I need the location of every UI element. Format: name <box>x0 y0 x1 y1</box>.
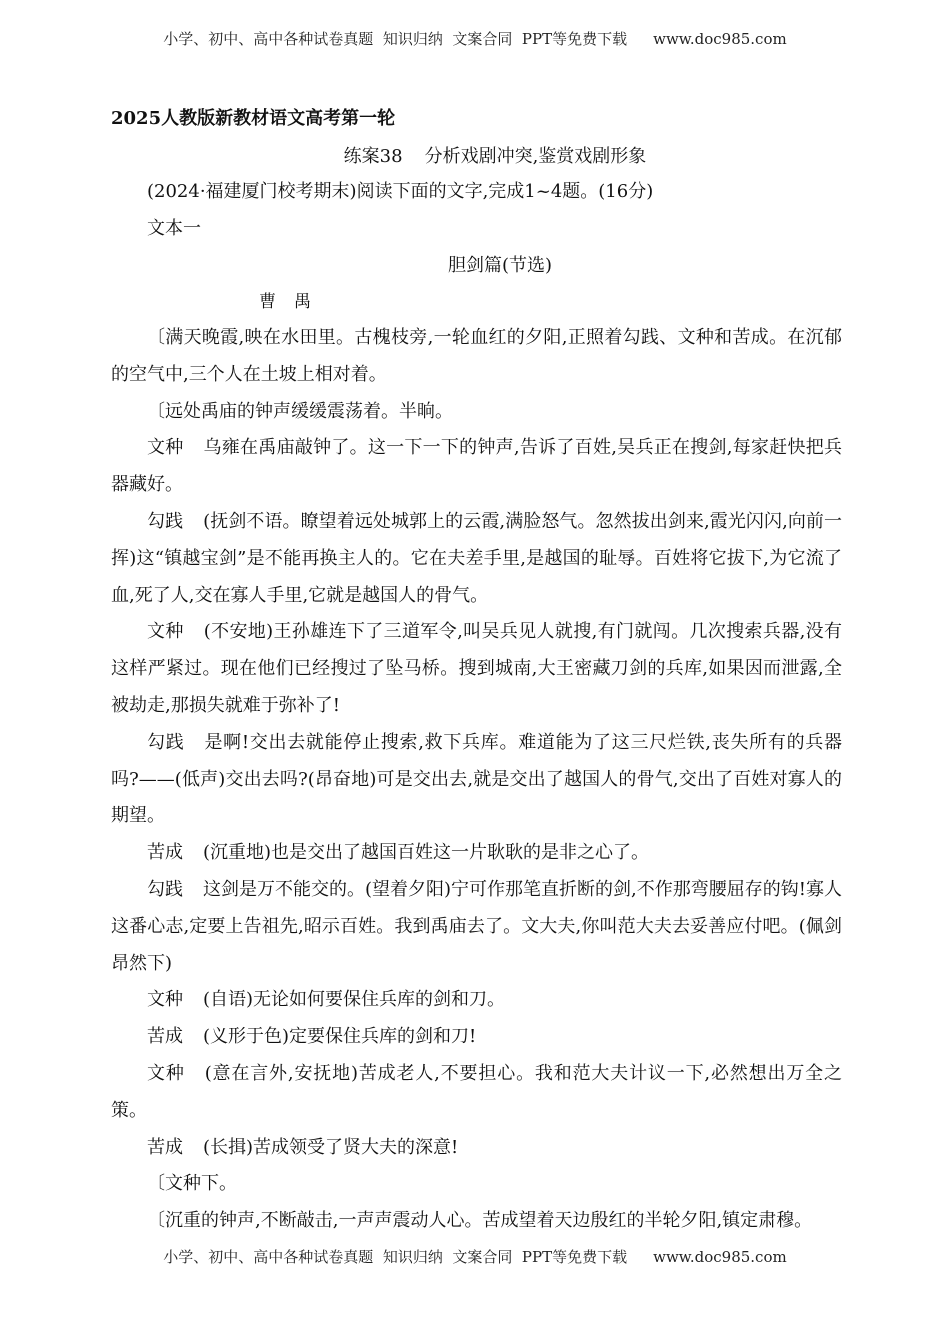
dialogue-line <box>111 1056 842 1130</box>
paragraph-text: (意在言外,安抚地)苦成老人,不要担心。我和范大夫计议一下,必然想出万全之策。 <box>111 1062 843 1121</box>
speaker-name: 勾践 <box>147 510 184 532</box>
paragraph-text: 是啊!交出去就能停止搜索,救下兵库。难道能为了这三尺烂铁,丧失所有的兵器吗?——(低声)交出去吗?(昂奋地)可是交出去,就是交出了越国人的骨气,交出了百姓对寡人的期望。 <box>111 731 843 827</box>
speaker-name: 苦成 <box>147 842 183 864</box>
paragraph-text: (抚剑不语。瞭望着远处城郭上的云霞,满脸怒气。忽然拔出剑来,霞光闪闪,向前一挥)这“镇越宝剑”是不能再换主人的。它在夫差手里,是越国的耻辱。百姓将它拔下,为它流了血,死了人,交在寡人手里,它就是越国人的骨气。 <box>111 510 843 606</box>
paragraph-text: 〔文种下。 <box>147 1173 237 1195</box>
speaker-name: 苦成 <box>147 1136 183 1158</box>
dialogue-line <box>111 1130 842 1167</box>
stage-direction <box>111 1166 842 1203</box>
play-title: 胆剑篇(节选) <box>447 255 553 276</box>
paragraph-text: (沉重地)也是交出了越国百姓这一片耿耿的是非之心了。 <box>203 842 650 864</box>
question-source: (2024·福建厦门校考期末)阅读下面的文字,完成1~4题。(16分) <box>147 181 654 202</box>
author: 曹禺 <box>259 292 329 312</box>
speaker-name: 勾践 <box>147 878 183 900</box>
dialogue-line <box>111 504 842 614</box>
paragraph-text: (自语)无论如何要保住兵库的剑和刀。 <box>203 989 506 1011</box>
dialogue-line <box>111 1019 842 1056</box>
dialogue-line <box>111 872 842 982</box>
paragraph-text: 〔远处禹庙的钟声缓缓震荡着。半晌。 <box>147 400 453 422</box>
paragraph-text: 〔沉重的钟声,不断敲击,一声声震动人心。苦成望着天边殷红的半轮夕阳,镇定肃穆。 <box>147 1210 813 1232</box>
footer-text: 小学、初中、高中各种试卷真题 知识归纳 文案合同 PPT等免费下载 <box>163 1248 628 1266</box>
lesson-title: 分析戏剧冲突,鉴赏戏剧形象 <box>424 146 647 167</box>
lesson-number: 练案38 <box>343 146 403 167</box>
paragraph-text: 乌雍在禹庙敲钟了。这一下一下的钟声,告诉了百姓,吴兵正在搜剑,每家赶快把兵器藏好。 <box>111 437 843 496</box>
paragraph-text: 这剑是万不能交的。(望着夕阳)宁可作那笔直折断的剑,不作那弯腰屈存的钩!寡人这番心志,定要上告祖先,昭示百姓。我到禹庙去了。文大夫,你叫范大夫去妥善应付吧。(佩剑昂然下) <box>111 878 842 974</box>
speaker-name: 文种 <box>147 621 184 643</box>
speaker-name: 文种 <box>147 437 184 459</box>
stage-direction <box>111 1203 842 1240</box>
page-header <box>0 28 950 49</box>
dialogue-line <box>111 982 842 1019</box>
paragraph-text: (长揖)苦成领受了贤大夫的深意! <box>203 1136 459 1158</box>
speaker-name: 文种 <box>147 989 183 1011</box>
paragraph-text: (义形于色)定要保住兵库的剑和刀! <box>203 1026 477 1048</box>
speaker-name: 文种 <box>147 1062 185 1084</box>
paragraph-text: 〔满天晚霞,映在水田里。古槐枝旁,一轮血红的夕阳,正照着勾践、文种和苦成。在沉郁的空气中,三个人在土坡上相对着。 <box>111 327 842 385</box>
dialogue-line <box>111 835 842 872</box>
speaker-name: 勾践 <box>147 731 185 753</box>
section-label: 文本一 <box>147 218 201 239</box>
dialogue-line <box>111 430 842 504</box>
paragraph-text: (不安地)王孙雄连下了三道军令,叫吴兵见人就搜,有门就闯。几次搜索兵器,没有这样严紧过。现在他们已经搜过了坠马桥。搜到城南,大王密藏刀剑的兵库,如果因而泄露,全被劫走,那损失就难于弥补了! <box>111 621 842 716</box>
header-text: 小学、初中、高中各种试卷真题 知识归纳 文案合同 PPT等免费下载 <box>163 30 628 48</box>
dialogue-line <box>111 725 842 835</box>
stage-direction <box>111 320 842 394</box>
document-title: 2025人教版新教材语文高考第一轮 <box>111 108 396 129</box>
header-site-link[interactable]: www.doc985.com <box>653 30 787 48</box>
stage-direction <box>111 394 842 431</box>
speaker-name: 苦成 <box>147 1026 183 1048</box>
dialogue-line <box>111 614 842 724</box>
lesson-heading <box>0 142 950 168</box>
footer-site-link[interactable]: www.doc985.com <box>653 1248 787 1266</box>
play-text <box>111 320 842 1240</box>
page-footer <box>0 1246 950 1267</box>
